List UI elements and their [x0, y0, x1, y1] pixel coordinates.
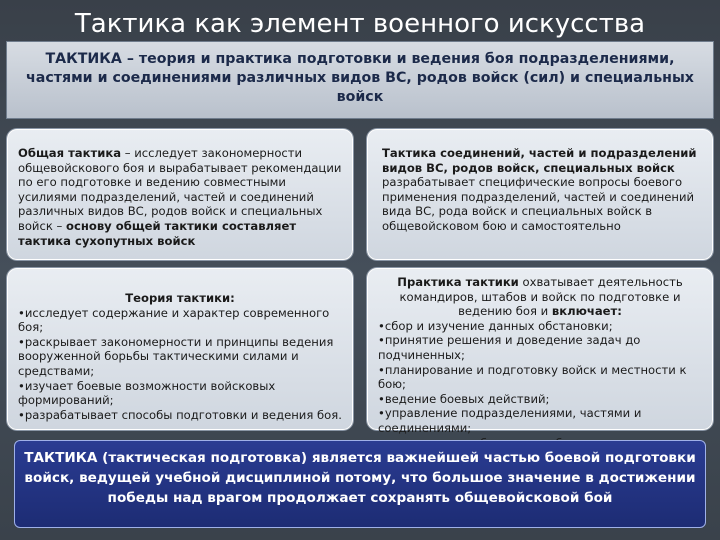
theory-item: •исследует содержание и характер современного боя; [18, 305, 330, 335]
general-tactics-card [7, 129, 353, 260]
definition-text: – теория и практика подготовки и ведения боя подразделениями, частями и соединениями различных видов ВС, родов войск (сил) и специальных войск [26, 51, 694, 105]
practice-item: •принятие решения и доведение задач до подчиненных; [378, 333, 641, 362]
formations-tactics-term: Тактика соединений, частей и подразделений видов ВС, родов войск, специальных войск [382, 146, 697, 175]
practice-item: •сбор и изучение данных обстановки; [378, 318, 613, 333]
practice-term: Практика тактики [397, 275, 519, 289]
theory-heading: Теория тактики: [125, 291, 235, 305]
theory-item: •разрабатывает способы подготовки и ведения боя. [18, 407, 342, 422]
formations-tactics-text: разрабатывает специфические вопросы боевого применения подразделений, частей и соединений вида ВС, рода войск и специальных войск в общевойсковом бою и самостоятельно [382, 175, 695, 233]
slide-title: Тактика как элемент военного искусства [74, 9, 646, 39]
conclusion-box [14, 440, 706, 528]
tactics-definition-box [6, 41, 714, 119]
practice-item: •управление подразделениями, частями и соединениями; [378, 406, 642, 435]
practice-card [367, 268, 713, 435]
practice-includes: включает: [551, 304, 622, 319]
formations-tactics-card [367, 129, 713, 260]
practice-item: •планирование и подготовку войск и местности к бою; [378, 362, 687, 392]
theory-card [7, 268, 353, 430]
general-tactics-emphasis: основу общей тактики составляет тактика сухопутных войск [18, 218, 297, 248]
theory-item: •изучает боевые возможности войсковых формирований; [18, 378, 276, 408]
theory-item: •раскрывает закономерности и принципы ведения вооруженной борьбы тактическими силами и средствами; [18, 334, 334, 378]
general-tactics-text: – исследует закономерности общевойскового боя и вырабатывает рекомендации по его подготовке и ведению совместными усилиями подразделений, частей и соединений различных видов ВС, родов войск и специальных войск – [18, 146, 342, 233]
conclusion-text: ТАКТИКА (тактическая подготовка) является важнейшей частью боевой подготовки войск, ведущей учебной дисциплиной потому, что большое значение в достижении победы над врагом продолжает сохранять общевойсковой бой [24, 450, 696, 506]
general-tactics-term: Общая тактика [18, 146, 122, 160]
practice-text: охватывает деятельность командиров, штабов и войск по подготовке и ведению боя и [399, 275, 683, 319]
definition-term: ТАКТИКА [45, 51, 122, 67]
practice-intro [378, 275, 702, 319]
practice-item: •ведение боевых действий; [378, 391, 550, 406]
